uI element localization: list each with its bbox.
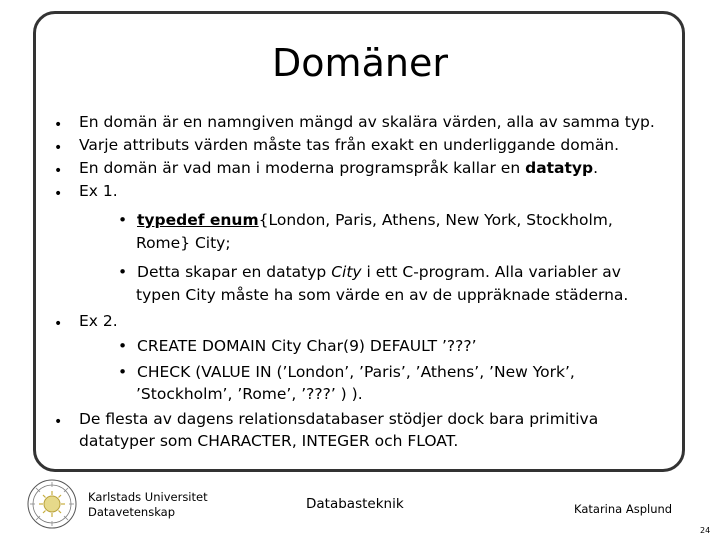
department-name: Datavetenskap: [88, 505, 176, 519]
bullet-primitive-types-cont: datatyper som CHARACTER, INTEGER och FLOAT.: [79, 432, 459, 450]
slide-title: Domäner: [272, 41, 448, 85]
bullet-attribute-values: Varje attributs värden måste tas från exakt en underliggande domän.: [79, 136, 620, 154]
university-seal-icon: [26, 478, 78, 530]
sub-bullet-typedef-cont: Rome} City;: [136, 234, 231, 252]
bullet-datatype: En domän är vad man i moderna programspråk kallar en datatyp.: [79, 159, 599, 177]
bullet-marker: •: [54, 163, 63, 179]
university-name: Karlstads Universitet: [88, 490, 208, 504]
page-number: 24: [700, 526, 711, 535]
bullet-example-2: Ex 2.: [79, 312, 118, 330]
footer-university: [88, 490, 208, 520]
sub-bullet-typedef: • typedef enum{London, Paris, Athens, New York, Stockholm,: [118, 211, 613, 229]
sub-bullet-datatype-city: • Detta skapar en datatyp City i ett C-program. Alla variabler av: [118, 263, 621, 281]
typedef-keyword: typedef enum: [137, 211, 259, 229]
sub-bullet-check-cont: ’Stockholm’, ’Rome’, ’???’ ) ).: [136, 385, 363, 403]
sub-bullet-datatype-city-cont: typen City måste ha som värde en av de uppräknade städerna.: [136, 286, 629, 304]
bullet-marker: •: [54, 186, 63, 202]
sub-bullet-create-domain: • CREATE DOMAIN City Char(9) DEFAULT ’???’: [118, 337, 477, 355]
sub-bullet-check: • CHECK (VALUE IN (’London’, ’Paris’, ’Athens’, ’New York’,: [118, 363, 575, 381]
footer-author: Katarina Asplund: [574, 502, 673, 516]
bullet-marker: •: [54, 140, 63, 156]
bullet-primitive-types: De flesta av dagens relationsdatabaser stödjer dock bara primitiva: [79, 410, 599, 428]
bullet-domain-definition: En domän är en namngiven mängd av skalära värden, alla av samma typ.: [79, 113, 655, 131]
datatyp-term: datatyp: [525, 159, 594, 177]
bullet-marker: •: [54, 414, 63, 430]
footer-course: Databasteknik: [306, 496, 404, 512]
bullet-marker: •: [54, 117, 63, 133]
bullet-example-1: Ex 1.: [79, 182, 118, 200]
bullet-marker: •: [54, 316, 63, 332]
